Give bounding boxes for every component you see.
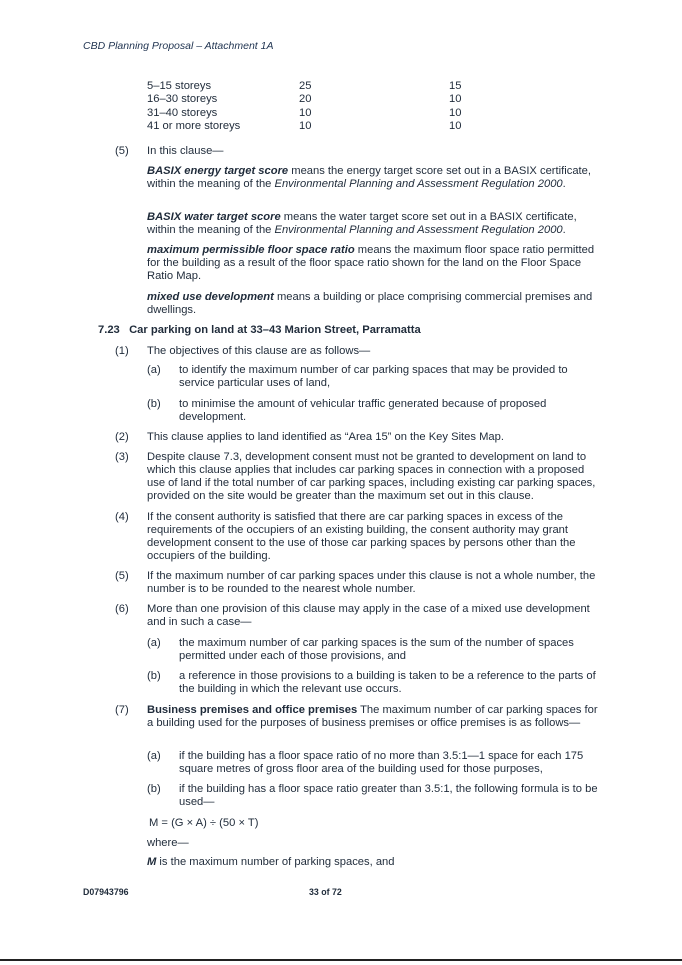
- paragraph-text: if the building has a floor space ratio of no more than 3.5:1—1 space for each 175 square metres of gross floor area of the building used for those purposes,: [179, 750, 584, 776]
- storeys-table-cell: 10: [449, 93, 462, 106]
- subclause-number: (5): [115, 570, 129, 582]
- subclause-text: The objectives of this clause are as follows—: [147, 345, 371, 357]
- definition-max-fsr: [147, 244, 602, 283]
- subclause-text: If the maximum number of car parking spaces under this clause is not a whole number, the number is to be rounded to the nearest whole number.: [147, 570, 596, 596]
- storeys-table-row: [147, 107, 461, 120]
- storeys-table-cell: 41 or more storeys: [147, 119, 241, 132]
- paragraph-text: a reference in those provisions to a building is taken to be a reference to the parts of the building in which the relevant use occurs.: [179, 670, 596, 696]
- definition-term: BASIX water target score: [147, 211, 281, 223]
- subclause-term: Business premises and office premises: [147, 704, 358, 716]
- storeys-table-cell: 10: [299, 119, 312, 132]
- storeys-table-cell: 25: [299, 80, 312, 92]
- section-heading: 7.23 Car parking on land at 33–43 Marion Street, Parramatta: [98, 324, 421, 336]
- subclause-text: Despite clause 7.3, development consent must not be granted to development on land to which this clause applies that includes car parking spaces in connection with a proposed use of land if the total number of car parking spaces, including existing car parking spaces, provided on the site would be greater than the maximum set out in this clause.: [147, 451, 596, 503]
- definition-basix-water: [147, 211, 602, 237]
- storeys-table-cell: 31–40 storeys: [147, 106, 218, 119]
- paragraph-text: to minimise the amount of vehicular traffic generated because of proposed development.: [179, 398, 547, 424]
- storeys-table-row: [147, 80, 461, 93]
- footer-doc-id: D07943796: [83, 887, 129, 897]
- subclause-text: If the consent authority is satisfied that there are car parking spaces in excess of the requirements of the occupiers of an existing building, the consent authority may grant development consent to the use of those car parking spaces by persons other than the occupiers of the building.: [147, 511, 576, 563]
- subclause-text: This clause applies to land identified as “Area 15” on the Key Sites Map.: [147, 431, 504, 443]
- bottom-rule: [0, 959, 682, 961]
- storeys-table-row: [147, 120, 461, 133]
- variable-term: M: [147, 856, 157, 868]
- variable-text: is the maximum number of parking spaces, and: [156, 856, 395, 868]
- paragraph-label: (a): [147, 750, 161, 762]
- paragraph-text: if the building has a floor space ratio greater than 3.5:1, the following formula is to be used—: [179, 783, 598, 809]
- storeys-table-row: [147, 93, 461, 106]
- formula-where: where—: [147, 837, 189, 849]
- paragraph-label: (b): [147, 783, 161, 795]
- footer-page-number: 33 of 72: [309, 887, 342, 897]
- definition-basix-energy: [147, 165, 602, 191]
- subclause-number: (7): [115, 704, 129, 716]
- storeys-table: [147, 80, 461, 133]
- formula-variable-m: [147, 856, 394, 869]
- definition-reference: Environmental Planning and Assessment Regulation 2000: [274, 224, 563, 237]
- paragraph-label: (b): [147, 670, 161, 682]
- paragraph-label: (a): [147, 364, 161, 376]
- storeys-table-cell: 10: [449, 106, 462, 119]
- paragraph-label: (a): [147, 637, 161, 649]
- storeys-table-cell: 20: [299, 93, 312, 106]
- definition-text: means the maximum floor space ratio permitted for the building as a result of the floor space ratio shown for the land on the Floor Space Ratio Map.: [147, 244, 595, 283]
- storeys-table-cell: 15: [449, 80, 462, 92]
- definition-term: maximum permissible floor space ratio: [147, 244, 355, 256]
- definition-term: mixed use development: [147, 291, 274, 303]
- subclause-number: (4): [115, 511, 129, 523]
- paragraph-label: (b): [147, 398, 161, 410]
- subclause-number: (1): [115, 345, 129, 357]
- definition-end: .: [562, 224, 566, 237]
- definition-end: .: [562, 178, 566, 191]
- storeys-table-cell: 16–30 storeys: [147, 93, 218, 106]
- storeys-table-cell: 10: [449, 119, 462, 132]
- subclause-text: [147, 704, 602, 730]
- subclause-body: The maximum number of car parking spaces for a building used for the purposes of business premises or office premises is as follows—: [147, 704, 598, 730]
- subclause-number: (6): [115, 603, 129, 615]
- document-header: CBD Planning Proposal – Attachment 1A: [83, 40, 274, 52]
- formula: M = (G × A) ÷ (50 × T): [149, 817, 259, 829]
- clause-number: (5): [115, 145, 129, 157]
- definition-text: means the water target score set out in a BASIX certificate, within the meaning of the: [147, 211, 577, 237]
- definition-text: means the energy target score set out in a BASIX certificate, within the meaning of the: [147, 165, 591, 191]
- definition-term: BASIX energy target score: [147, 165, 289, 177]
- subclause-text: More than one provision of this clause may apply in the case of a mixed use development and in such a case—: [147, 603, 590, 629]
- definition-text: means a building or place comprising commercial premises and dwellings.: [147, 291, 593, 317]
- subclause-number: (2): [115, 431, 129, 443]
- clause-text: In this clause—: [147, 145, 224, 157]
- storeys-table-cell: 5–15 storeys: [147, 80, 212, 92]
- subclause-number: (3): [115, 451, 129, 463]
- definition-mixed-use: [147, 291, 602, 317]
- paragraph-text: to identify the maximum number of car parking spaces that may be provided to service particular uses of land,: [179, 364, 568, 390]
- definition-reference: Environmental Planning and Assessment Regulation 2000: [274, 178, 563, 191]
- paragraph-text: the maximum number of car parking spaces is the sum of the number of spaces permitted under each of those provisions, and: [179, 637, 574, 663]
- storeys-table-cell: 10: [299, 106, 312, 119]
